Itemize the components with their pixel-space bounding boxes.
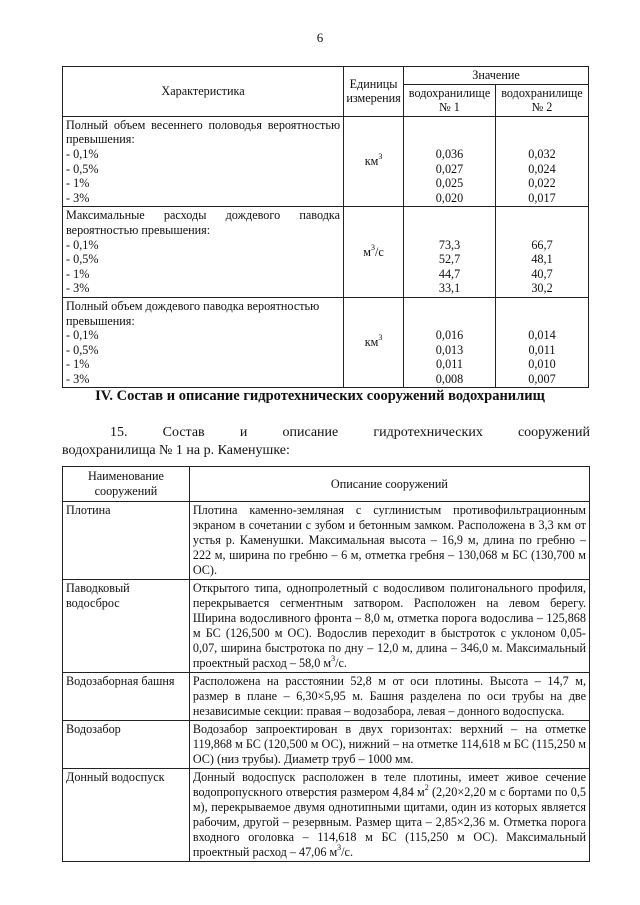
col-value-header: Значение xyxy=(404,67,589,85)
reservoir-1-values: 73,3 52,7 44,7 33,1 xyxy=(404,207,496,298)
structure-description: Расположена на расстоянии 52,8 м от оси плотины. Высота – 14,7 м, размер в плане – 6,30×5,95 м. Башня разделена по оси трубы на две независимые секции: правая – водозабора, левая – донного водоспуска. xyxy=(189,673,589,721)
col-reservoir-2-header: водохранилище № 2 xyxy=(496,84,589,116)
table-row xyxy=(63,207,589,298)
table-row xyxy=(63,297,589,388)
list-item: - 0,5% xyxy=(66,252,99,267)
characteristic-cell xyxy=(63,297,344,388)
col-description-header: Описание сооружений xyxy=(189,467,589,502)
structure-name: Плотина xyxy=(63,502,190,580)
paragraph-line-1: 15. Состав и описание гидротехнических сооружений xyxy=(110,425,590,440)
section-title: IV. Состав и описание гидротехнических сооружений водохранилищ xyxy=(95,388,545,404)
structure-name: Донный водоспуск xyxy=(63,769,190,862)
structures-table xyxy=(62,466,590,862)
col-units-header: Единицы измерения xyxy=(344,67,404,117)
table-row xyxy=(63,580,590,673)
characteristic-title: Полный объем дождевого паводка вероятностью превышения: xyxy=(66,298,320,328)
list-item: - 0,1% xyxy=(66,328,99,343)
reservoir-1-values: 0,036 0,027 0,025 0,020 xyxy=(404,116,496,207)
reservoir-2-values: 66,7 48,1 40,7 30,2 xyxy=(496,207,589,298)
characteristic-title: Полный объем весеннего половодья вероятностью превышения: xyxy=(66,117,341,147)
characteristic-cell xyxy=(63,207,344,298)
unit-cell: $км^3$ xyxy=(344,116,404,207)
characteristic-cell xyxy=(63,116,344,207)
page-number: 6 xyxy=(316,30,324,45)
list-item: - 1% xyxy=(66,357,90,372)
list-item: - 3% xyxy=(66,281,90,296)
col-name-header: Наименование сооружений xyxy=(63,467,190,502)
unit-cell: $м^3/с$ xyxy=(344,207,404,298)
reservoir-1-values: 0,016 0,013 0,011 0,008 xyxy=(404,297,496,388)
table-row xyxy=(63,769,590,862)
structure-description: Донный водоспуск расположен в теле плотины, имеет живое сечение водопропускного отверстия размером 4,84 $м^2$ (2,20×2,20 м с бортами по 0,5 м), перекрываемое двумя однотипными щитами, один из которых является рабочим, другой – резервным. Размер щита – 2,85×2,36 м. Отметка порога входного оголовка – 114,618 м БС (115,250 м ОС). Максимальный проектный расход – 47,06 $м^3/с$. xyxy=(189,769,589,862)
characteristic-title: Максимальные расходы дождевого паводка вероятностью превышения: xyxy=(66,208,341,237)
list-item: - 1% xyxy=(66,176,90,191)
structure-name: Водозаборная башня xyxy=(63,673,190,721)
table-row xyxy=(63,116,589,207)
paragraph-line-2: водохранилища № 1 на р. Каменушке: xyxy=(62,443,290,458)
structure-name: Водозабор xyxy=(63,721,190,769)
table-row xyxy=(63,502,590,580)
structure-description: Плотина каменно-земляная с суглинистым противофильтрационным экраном в сочетании с зубом и бетонным замком. Расположена в 3,3 км от устья р. Каменушки. Максимальная высота – 16,9 м, длина по гребню – 222 м, ширина по гребню – 6 м, отметка гребня – 130,068 м БС (130,700 м ОС). xyxy=(189,502,589,580)
list-item: - 0,5% xyxy=(66,161,99,176)
table-row xyxy=(63,673,590,721)
table-row xyxy=(63,721,590,769)
structure-description: Открытого типа, однопролетный с водосливом полигонального профиля, перекрывается сегментным затвором. Расположен на левом берегу. Ширина водосливного фронта – 8,0 м, отметка порога водослива – 125,868 м БС (126,500 м ОС). Водослив переходит в быстроток с уклоном 0,05-0,07, ширина быстротока по дну – 12,0 м, длина – 346,0 м. Максимальный проектный расход – 58,0 $м^3/с$. xyxy=(189,580,589,673)
list-item: - 3% xyxy=(66,371,90,386)
list-item: - 0,1% xyxy=(66,237,99,252)
structure-name: Паводковый водосброс xyxy=(63,580,190,673)
col-reservoir-1-header: водохранилище № 1 xyxy=(404,84,496,116)
unit-cell: $км^3$ xyxy=(344,297,404,388)
paragraph xyxy=(62,424,590,460)
hydrology-table xyxy=(62,66,589,388)
list-item: - 1% xyxy=(66,266,90,281)
list-item: - 0,1% xyxy=(66,146,99,161)
structure-description: Водозабор запроектирован в двух горизонтах: верхний – на отметке 119,868 м БС (120,500 м ОС), нижний – на отметке 114,618 м БС (115,250 м ОС) (низ трубы). Диаметр труб – 1000 мм. xyxy=(189,721,589,769)
reservoir-2-values: 0,014 0,011 0,010 0,007 xyxy=(496,297,589,388)
col-characteristic-header: Характеристика xyxy=(63,67,344,117)
list-item: - 0,5% xyxy=(66,342,99,357)
reservoir-2-values: 0,032 0,024 0,022 0,017 xyxy=(496,116,589,207)
list-item: - 3% xyxy=(66,190,90,205)
